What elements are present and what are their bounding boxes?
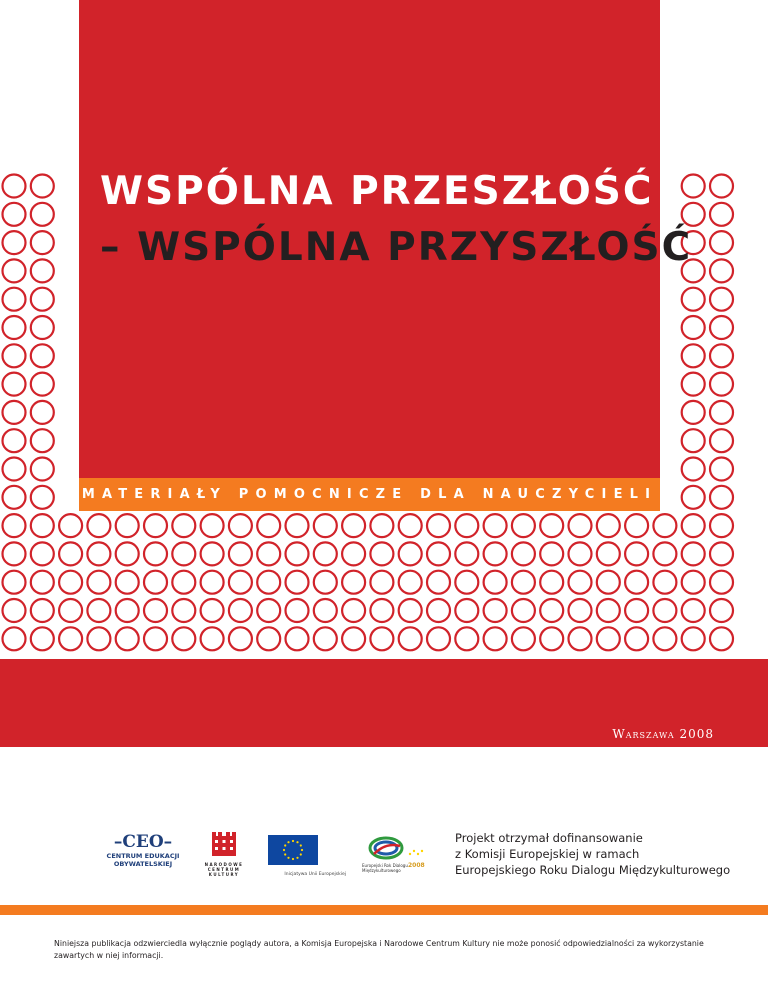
pattern-ring <box>31 571 54 594</box>
pattern-ring <box>710 542 733 565</box>
pattern-ring <box>144 627 167 650</box>
eu-star-icon <box>287 857 289 859</box>
eu-star-icon <box>284 844 286 846</box>
pattern-ring <box>201 627 224 650</box>
pattern-ring <box>229 514 252 537</box>
pattern-ring <box>31 373 54 396</box>
pattern-ring <box>569 571 592 594</box>
pattern-ring <box>229 571 252 594</box>
nck-logo-line1: NARODOWE <box>204 862 244 867</box>
pattern-ring <box>710 231 733 254</box>
pattern-ring <box>569 542 592 565</box>
funding-line-3: Europejskiego Roku Dialogu Międzykulturowego <box>455 863 731 877</box>
dialogue-logo-year: 2008 <box>408 862 425 869</box>
pattern-ring <box>3 542 26 565</box>
pattern-ring <box>87 599 110 622</box>
pattern-ring <box>682 175 705 198</box>
pattern-ring <box>31 401 54 424</box>
pattern-ring <box>314 571 337 594</box>
pattern-ring <box>3 203 26 226</box>
pattern-ring <box>31 316 54 339</box>
pattern-ring <box>286 571 309 594</box>
pattern-ring <box>512 571 535 594</box>
pattern-ring <box>201 571 224 594</box>
pattern-ring <box>484 514 507 537</box>
pattern-ring <box>31 514 54 537</box>
eu-star-icon <box>300 844 302 846</box>
pattern-ring <box>653 542 676 565</box>
pattern-ring <box>31 259 54 282</box>
pattern-ring <box>144 542 167 565</box>
pattern-ring <box>540 542 563 565</box>
eu-star-icon <box>296 857 298 859</box>
pattern-ring <box>682 458 705 481</box>
ceo-logo-line2: OBYWATELSKIEJ <box>113 860 173 868</box>
place-year: Warszawa 2008 <box>612 727 714 741</box>
pattern-ring <box>710 458 733 481</box>
pattern-ring <box>455 627 478 650</box>
pattern-ring <box>3 373 26 396</box>
pattern-ring <box>682 429 705 452</box>
pattern-ring <box>399 542 422 565</box>
dialogue-logo-line2: Międzykulturowego <box>362 868 401 873</box>
pattern-ring <box>682 486 705 509</box>
pattern-ring <box>31 288 54 311</box>
pattern-ring <box>710 175 733 198</box>
nck-logo-line2: CENTRUM <box>207 867 241 872</box>
pattern-ring <box>427 599 450 622</box>
eu-star-icon <box>284 853 286 855</box>
eu-star-icon <box>287 841 289 843</box>
pattern-ring <box>512 599 535 622</box>
pattern-ring <box>31 344 54 367</box>
pattern-ring <box>342 627 365 650</box>
pattern-ring <box>229 542 252 565</box>
eu-star-icon <box>300 853 302 855</box>
pattern-ring <box>540 514 563 537</box>
pattern-ring <box>144 599 167 622</box>
pattern-ring <box>484 627 507 650</box>
pattern-ring <box>484 542 507 565</box>
eu-logo-caption: Inicjatywa Unii Europejskiej <box>284 872 346 877</box>
ceo-logo-mark: –CEO– <box>113 832 173 852</box>
pattern-ring <box>370 542 393 565</box>
pattern-ring <box>682 288 705 311</box>
pattern-ring <box>710 571 733 594</box>
pattern-ring <box>682 401 705 424</box>
pattern-ring <box>625 542 648 565</box>
pattern-ring <box>682 571 705 594</box>
pattern-ring <box>257 599 280 622</box>
pattern-ring <box>569 599 592 622</box>
pattern-ring <box>455 599 478 622</box>
pattern-ring <box>653 599 676 622</box>
pattern-ring <box>31 231 54 254</box>
pattern-ring <box>682 514 705 537</box>
dialogue-logo-caption <box>362 863 408 873</box>
pattern-ring <box>710 344 733 367</box>
intercultural-dialogue-logo <box>362 834 432 876</box>
pattern-ring <box>314 514 337 537</box>
pattern-ring <box>682 627 705 650</box>
pattern-ring <box>597 542 620 565</box>
pattern-ring <box>172 514 195 537</box>
pattern-ring <box>484 599 507 622</box>
pattern-ring <box>682 373 705 396</box>
pattern-ring <box>314 599 337 622</box>
pattern-ring <box>342 514 365 537</box>
pattern-ring <box>116 514 139 537</box>
pattern-ring <box>3 627 26 650</box>
pattern-ring <box>172 627 195 650</box>
title-line-1: WSPÓLNA PRZESZŁOŚĆ <box>100 169 654 214</box>
pattern-ring <box>3 458 26 481</box>
pattern-ring <box>116 627 139 650</box>
pattern-ring <box>87 542 110 565</box>
pattern-ring <box>427 514 450 537</box>
pattern-ring <box>201 514 224 537</box>
pattern-ring <box>59 599 82 622</box>
pattern-ring <box>512 627 535 650</box>
pattern-ring <box>427 571 450 594</box>
pattern-ring <box>172 571 195 594</box>
pattern-ring <box>342 571 365 594</box>
eu-star-icon <box>292 858 294 860</box>
pattern-ring <box>597 514 620 537</box>
pattern-ring <box>87 514 110 537</box>
eu-logo <box>266 835 346 875</box>
pattern-ring <box>3 288 26 311</box>
pattern-ring <box>31 203 54 226</box>
pattern-ring <box>144 514 167 537</box>
pattern-ring <box>201 542 224 565</box>
pattern-ring <box>625 627 648 650</box>
pattern-ring <box>710 373 733 396</box>
footer-bar <box>0 905 768 915</box>
pattern-ring <box>569 514 592 537</box>
pattern-ring <box>31 486 54 509</box>
pattern-ring <box>710 627 733 650</box>
pattern-ring <box>144 571 167 594</box>
pattern-ring <box>512 514 535 537</box>
pattern-ring <box>710 599 733 622</box>
funding-line-1: Projekt otrzymał dofinansowanie <box>455 831 643 845</box>
pattern-ring <box>3 259 26 282</box>
pattern-ring <box>257 571 280 594</box>
pattern-ring <box>370 571 393 594</box>
pattern-ring <box>399 571 422 594</box>
pattern-ring <box>710 288 733 311</box>
pattern-ring <box>229 627 252 650</box>
ceo-logo <box>101 833 185 877</box>
pattern-ring <box>314 542 337 565</box>
pattern-ring <box>597 571 620 594</box>
pattern-ring <box>399 599 422 622</box>
pattern-ring <box>512 542 535 565</box>
pattern-ring <box>682 203 705 226</box>
pattern-ring <box>31 175 54 198</box>
pattern-ring <box>427 542 450 565</box>
funding-line-2: z Komisji Europejskiej w ramach <box>455 847 640 861</box>
pattern-ring <box>286 627 309 650</box>
pattern-ring <box>710 259 733 282</box>
disclaimer-text: Niniejsza publikacja odzwierciedla wyłącznie poglądy autora, a Komisja Europejska i Narodowe Centrum Kultury nie może ponosić odpowiedzialności za wykorzystanie zawartych w niej informacji. <box>54 939 704 960</box>
pattern-ring <box>3 175 26 198</box>
eu-flag-icon <box>268 835 318 865</box>
pattern-ring <box>172 542 195 565</box>
pattern-ring <box>653 571 676 594</box>
pattern-ring <box>710 401 733 424</box>
pattern-ring <box>370 514 393 537</box>
pattern-ring <box>710 486 733 509</box>
pattern-ring <box>116 542 139 565</box>
pattern-ring <box>399 514 422 537</box>
pattern-ring <box>682 542 705 565</box>
pattern-ring <box>116 571 139 594</box>
pattern-ring <box>3 599 26 622</box>
pattern-ring <box>59 542 82 565</box>
pattern-ring <box>3 429 26 452</box>
pattern-ring <box>484 571 507 594</box>
place-year-band <box>0 659 768 747</box>
pattern-ring <box>710 203 733 226</box>
pattern-ring <box>59 514 82 537</box>
funding-statement <box>455 830 730 878</box>
pattern-ring <box>540 599 563 622</box>
pattern-ring <box>257 542 280 565</box>
pattern-ring <box>3 231 26 254</box>
dialogue-logo-line1: Europejski Rok Dialogu <box>362 863 408 868</box>
pattern-ring <box>370 599 393 622</box>
pattern-ring <box>286 542 309 565</box>
eu-star-icon <box>296 841 298 843</box>
pattern-ring <box>87 627 110 650</box>
subtitle-text: MATERIAŁY POMOCNICZE DLA NAUCZYCIELI <box>81 487 658 502</box>
pattern-ring <box>314 627 337 650</box>
pattern-ring <box>710 514 733 537</box>
pattern-ring <box>653 514 676 537</box>
pattern-ring <box>3 514 26 537</box>
pattern-ring <box>682 599 705 622</box>
pattern-ring <box>710 429 733 452</box>
eu-star-icon <box>283 849 285 851</box>
pattern-ring <box>59 571 82 594</box>
nck-logo-line3: KULTURY <box>208 872 240 877</box>
pattern-ring <box>569 627 592 650</box>
ceo-logo-line1: CENTRUM EDUKACJI <box>106 852 180 860</box>
pattern-ring <box>682 316 705 339</box>
pattern-ring <box>399 627 422 650</box>
pattern-ring <box>87 571 110 594</box>
pattern-ring <box>3 401 26 424</box>
subtitle-bar <box>79 478 660 511</box>
pattern-ring <box>59 627 82 650</box>
pattern-ring <box>286 514 309 537</box>
pattern-ring <box>625 571 648 594</box>
pattern-ring <box>31 458 54 481</box>
pattern-ring <box>710 316 733 339</box>
pattern-ring <box>3 316 26 339</box>
pattern-ring <box>597 599 620 622</box>
pattern-ring <box>597 627 620 650</box>
pattern-ring <box>3 571 26 594</box>
nck-logo <box>204 830 244 878</box>
pattern-ring <box>31 429 54 452</box>
pattern-ring <box>682 344 705 367</box>
pattern-ring <box>3 344 26 367</box>
pattern-ring <box>625 514 648 537</box>
pattern-ring <box>540 627 563 650</box>
pattern-ring <box>31 542 54 565</box>
pattern-ring <box>201 599 224 622</box>
eu-star-icon <box>292 840 294 842</box>
pattern-ring <box>370 627 393 650</box>
pattern-ring <box>31 599 54 622</box>
pattern-ring <box>172 599 195 622</box>
pattern-ring <box>427 627 450 650</box>
pattern-ring <box>257 627 280 650</box>
pattern-ring <box>286 599 309 622</box>
pattern-ring <box>625 599 648 622</box>
pattern-ring <box>455 514 478 537</box>
pattern-ring <box>342 542 365 565</box>
nck-emblem-icon <box>204 830 244 858</box>
pattern-ring <box>31 627 54 650</box>
pattern-ring <box>257 514 280 537</box>
pattern-ring <box>3 486 26 509</box>
title-line-2: – WSPÓLNA PRZYSZŁOŚĆ <box>100 225 693 270</box>
pattern-ring <box>116 599 139 622</box>
eu-star-icon <box>301 849 303 851</box>
pattern-ring <box>540 571 563 594</box>
pattern-ring <box>342 599 365 622</box>
pattern-ring <box>455 571 478 594</box>
pattern-ring <box>229 599 252 622</box>
pattern-ring <box>653 627 676 650</box>
dialogue-swirl-icon <box>362 834 432 862</box>
pattern-ring <box>455 542 478 565</box>
